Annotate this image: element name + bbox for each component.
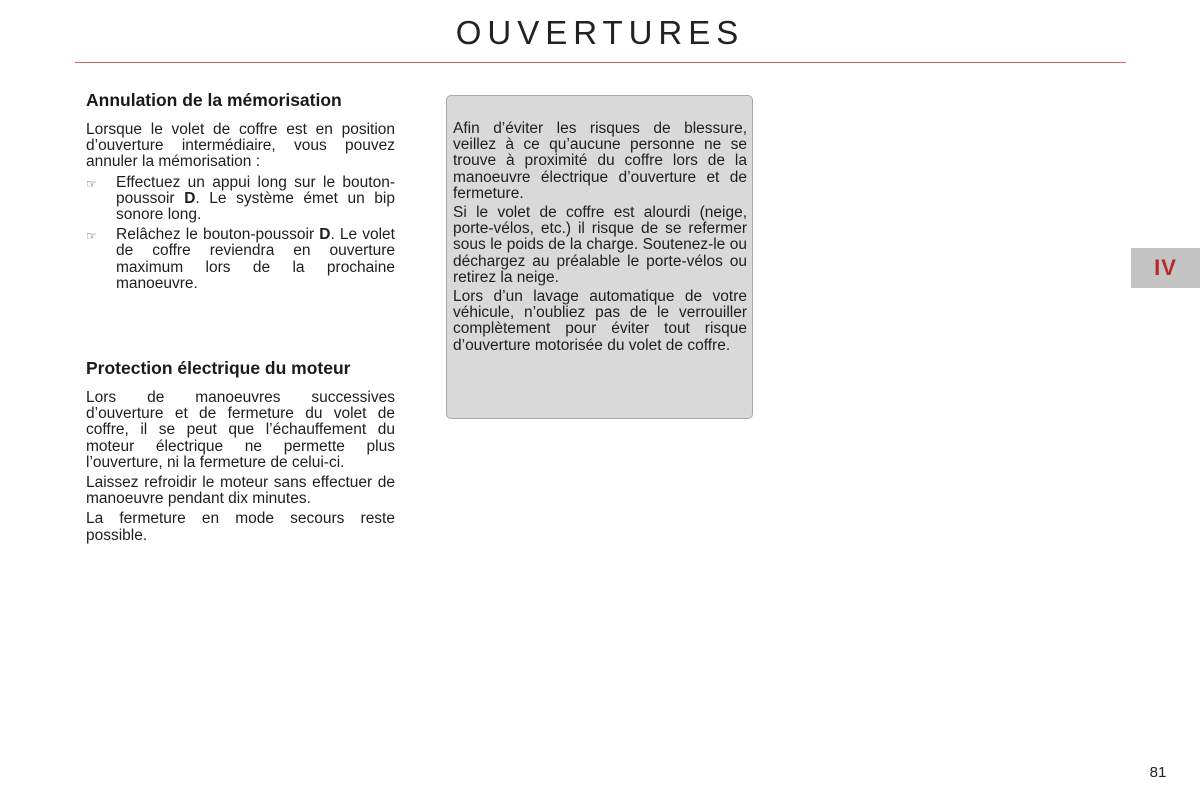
section-heading-protection: Protection électrique du moteur bbox=[86, 358, 351, 379]
pointing-hand-icon: ☞ bbox=[86, 229, 97, 244]
pointing-hand-icon: ☞ bbox=[86, 176, 97, 191]
warning-note-box bbox=[446, 95, 753, 419]
protection-paragraph: La fermeture en mode secours reste possible. bbox=[86, 510, 395, 544]
chapter-tab: IV bbox=[1131, 248, 1200, 288]
protection-paragraph: Laissez refroidir le moteur sans effectuer de manoeuvre pendant dix minutes. bbox=[86, 474, 395, 508]
note-paragraph: Afin d’éviter les risques de blessure, veillez à ce qu’aucune personne ne se trouve à proximité du coffre lors de la manoeuvre électrique d’ouverture et de fermeture. bbox=[453, 120, 747, 202]
button-key: D bbox=[319, 226, 331, 244]
page-number: 81 bbox=[1149, 764, 1167, 781]
button-key: D bbox=[184, 189, 196, 207]
step-text-before: Relâchez le bouton-poussoir bbox=[116, 226, 320, 244]
section-heading-annulation: Annulation de la mémorisation bbox=[86, 90, 342, 110]
list-item bbox=[86, 227, 395, 292]
step-text-after: . Le système émet un bip sonore long. bbox=[116, 189, 395, 224]
left-column bbox=[86, 91, 395, 548]
step-text-after: . Le volet de coffre reviendra en ouverture maximum lors de la prochaine manoeuvre. bbox=[116, 226, 395, 292]
annulation-steps bbox=[86, 175, 395, 292]
protection-paragraph: Lors de manoeuvres successives d’ouverture et de fermeture du volet de coffre, il se peut que l’échauffement du moteur électrique ne permette plus l’ouverture, ni la fermeture de celui-ci. bbox=[86, 389, 395, 471]
step-text-before: Effectuez un appui long sur le bouton-poussoir bbox=[116, 173, 395, 207]
note-paragraph: Lors d’un lavage automatique de votre véhicule, n’oubliez pas de le verrouiller complètement pour éviter tout risque d’ouverture motorisée du volet de coffre. bbox=[453, 288, 747, 354]
title-divider bbox=[75, 62, 1126, 63]
list-item bbox=[86, 175, 395, 224]
note-paragraph: Si le volet de coffre est alourdi (neige, porte-vélos, etc.) il risque de se refermer sous le poids de la charge. Soutenez-le ou déchargez au préalable le porte-vélos ou retirez la neige. bbox=[453, 204, 747, 286]
annulation-intro: Lorsque le volet de coffre est en position d’ouverture intermédiaire, vous pouvez annuler la mémorisation : bbox=[86, 121, 395, 171]
page-title: OUVERTURES bbox=[455, 14, 745, 51]
